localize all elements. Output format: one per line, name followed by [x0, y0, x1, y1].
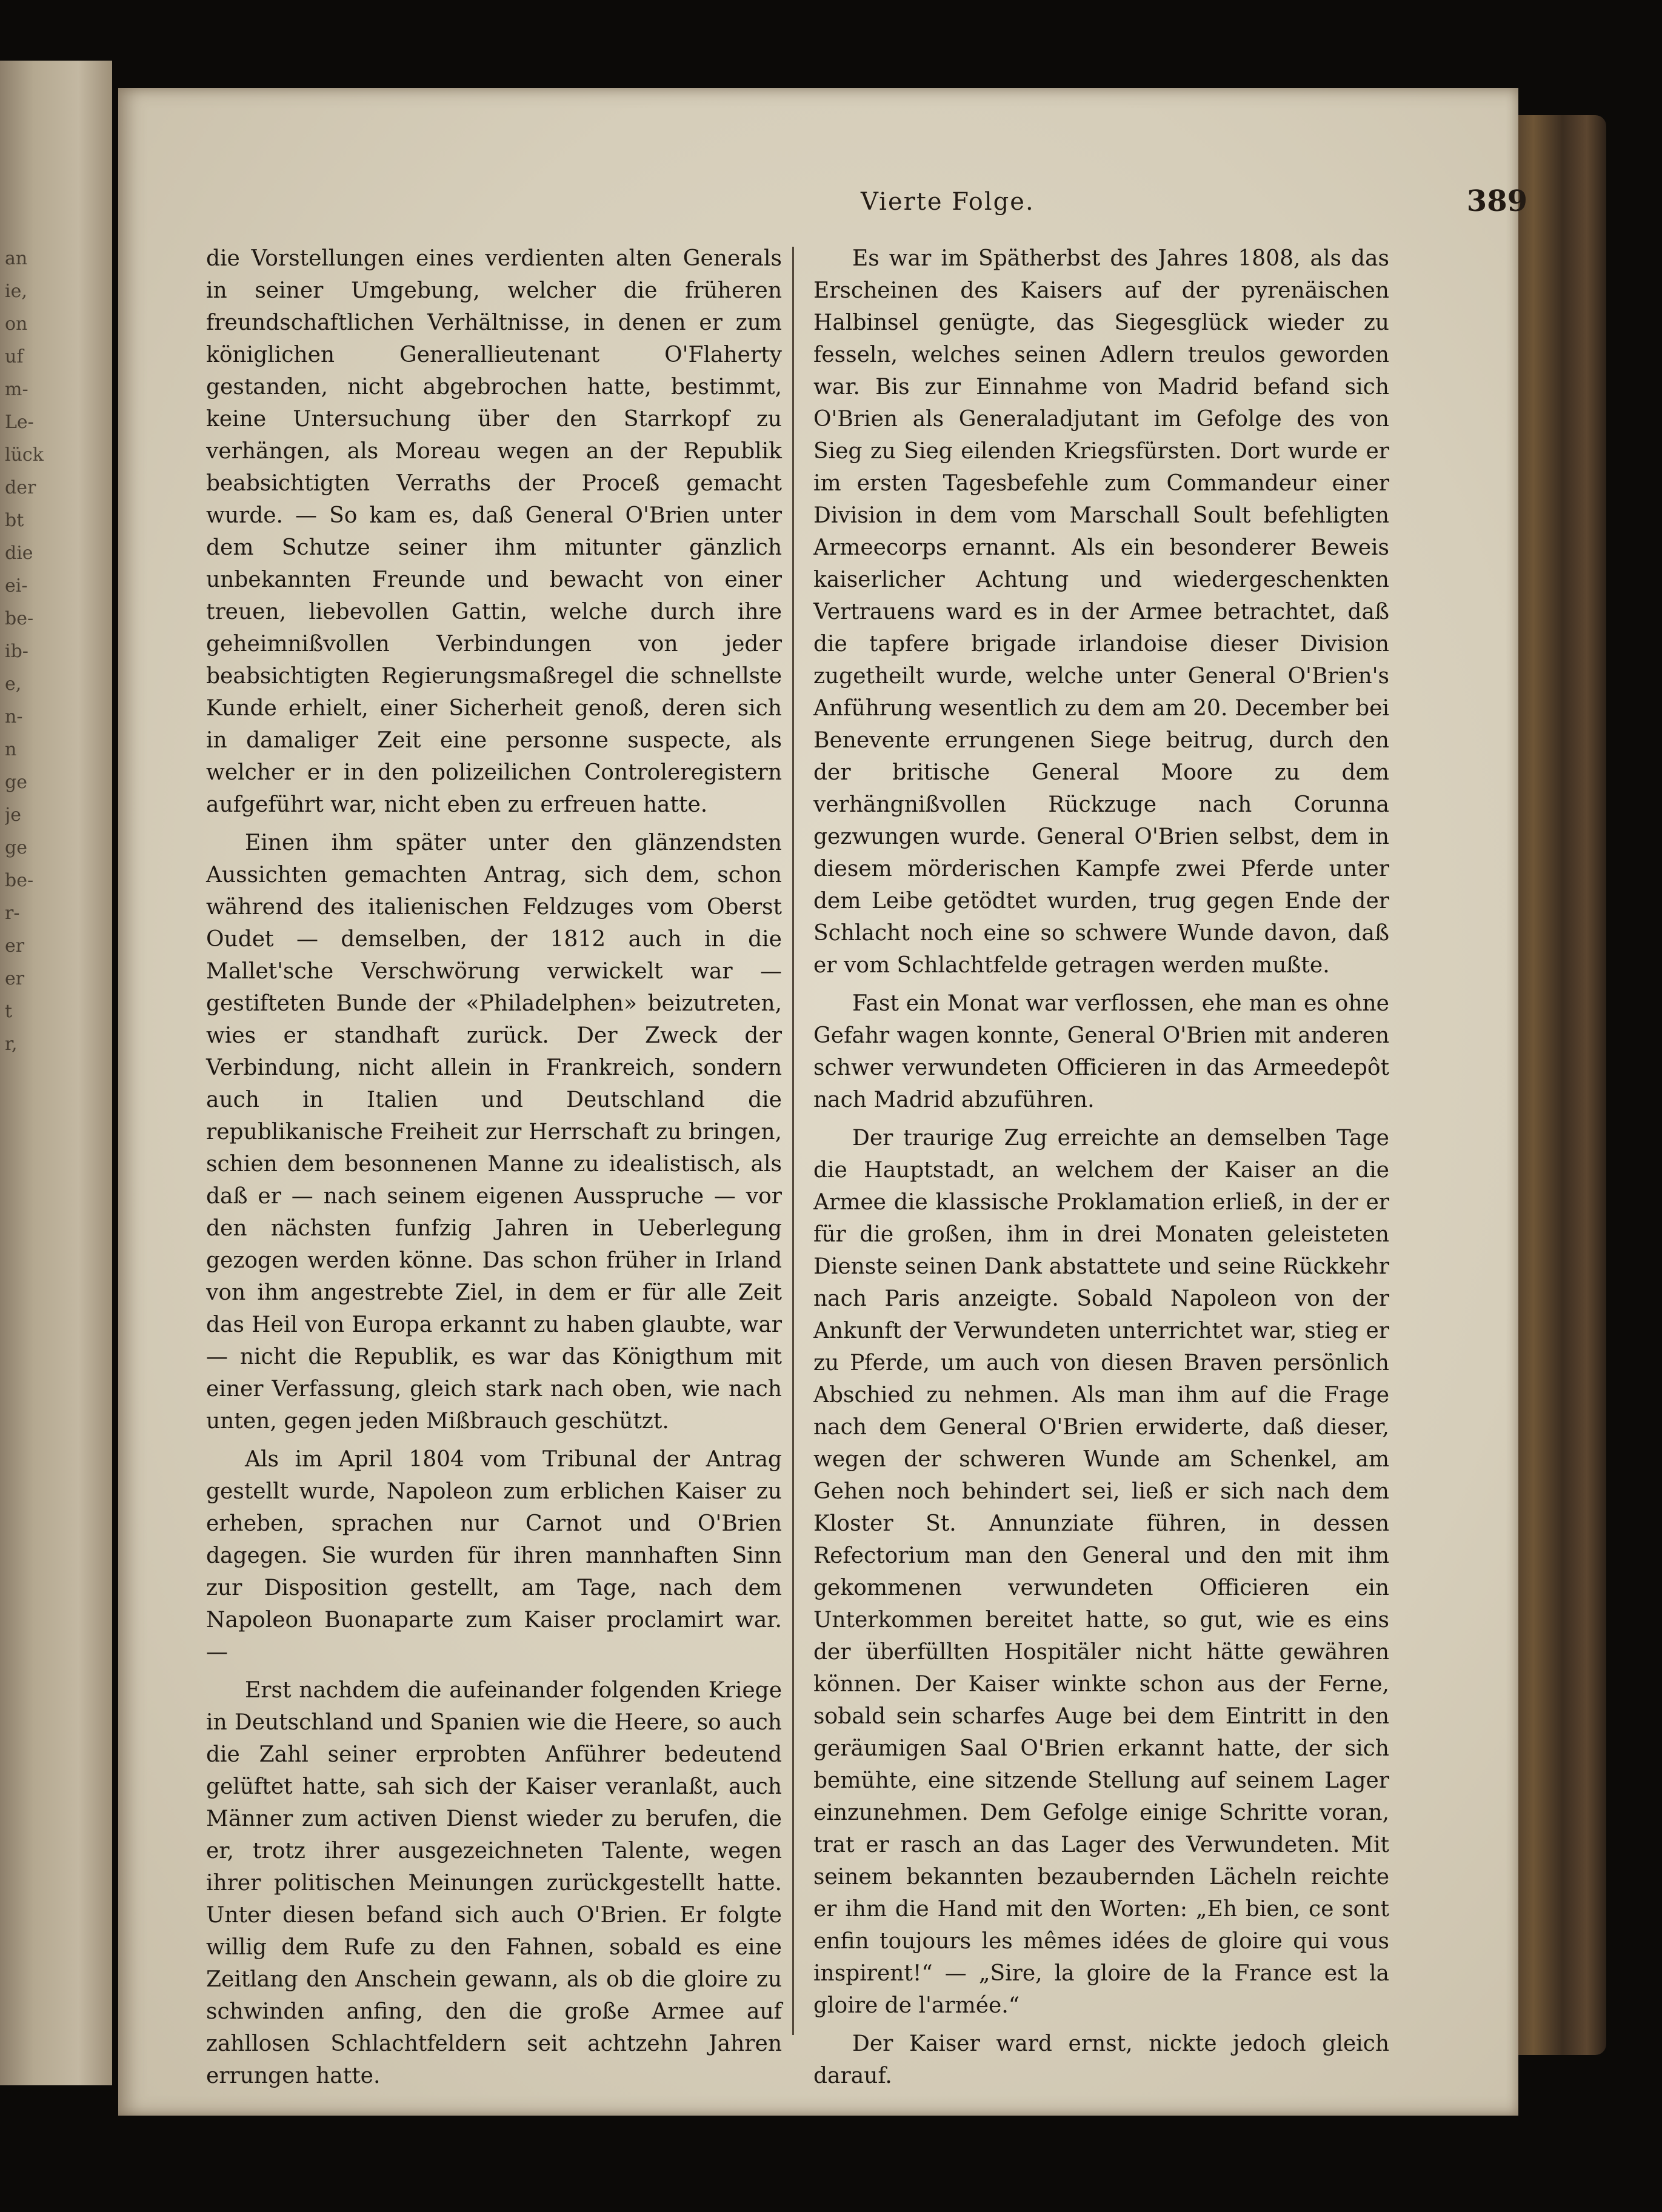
- book-binding-edge: [1509, 115, 1606, 2055]
- previous-page-fragment: je: [5, 804, 22, 826]
- paragraph: Als im April 1804 vom Tribunal der Antrag gestellt wurde, Napoleon zum erblichen Kaiser zu erheben, sprachen nur Carnot und O'Brien dagegen. Sie wurden für ihren mannhaften Sinn zur Disposition gestellt, am Tage, nach dem Napoleon Buonaparte zum Kaiser proclamirt war. —: [206, 1447, 782, 1665]
- previous-page-fragment: ie,: [5, 281, 27, 302]
- previous-page-fragment: r-: [5, 903, 20, 924]
- paragraph: Erst nachdem die aufeinander folgenden Kriege in Deutschland und Spanien wie die Heere, so auch die Zahl seiner erprobten Anführer bedeutend gelüftet hatte, sah sich der Kaiser veranlaßt, auch Männer zum activen Dienst wieder zu berufen, die er, trotz ihrer ausgezeichneten Talente, wegen ihrer politischen Meinungen zurückgestellt hatte. Unter diesen befand sich auch O'Brien. Er folgte willig dem Rufe zu den Fahnen, sobald es eine Zeitlang den Anschein gewann, als ob die gloire zu schwinden anfing, den die große Armee auf zahllosen Schlachtfeldern seit achtzehn Jahren errungen hatte.: [206, 1678, 782, 2088]
- previous-page-fragment: er: [5, 968, 25, 989]
- book-page: [118, 88, 1527, 2116]
- previous-page-fragment: ib-: [5, 641, 28, 662]
- left-column: [206, 242, 782, 2098]
- previous-page-fragment: n-: [5, 706, 23, 727]
- previous-page-fragment: e,: [5, 673, 22, 695]
- previous-page-fragment: be-: [5, 608, 34, 629]
- previous-page-fragment: die: [5, 543, 33, 564]
- paragraph: Es war im Spätherbst des Jahres 1808, als das Erscheinen des Kaisers auf der pyrenäischen Halbinsel genügte, das Siegesglück wieder zu fesseln, welches seinen Adlern treulos geworden war. Bis zur Einnahme von Madrid befand sich O'Brien als Generaladjutant im Gefolge des von Sieg zu Sieg eilenden Kriegsfürsten. Dort wurde er im ersten Tagesbefehle zum Commandeur einer Division in dem vom Marschall Soult befehligten Armeecorps ernannt. Als ein besonderer Beweis kaiserlicher Achtung und wiedergeschenkten Vertrauens ward es in der Armee betrachtet, daß die tapfere brigade irlandoise dieser Division zugetheilt wurde, welche unter General O'Brien's Anführung wesentlich zu dem am 20. December bei Benevente errungenen Siege beitrug, durch den der britische General Moore zu dem verhängnißvollen Rückzuge nach Corunna gezwungen wurde. General O'Brien selbst, dem in diesem mörderischen Kampfe zwei Pferde unter dem Leibe getödtet wurden, trug gegen Ende der Schlacht noch eine so schwere Wunde davon, daß er vom Schlachtfelde getragen werden mußte.: [813, 246, 1389, 978]
- paragraph: die Vorstellungen eines verdienten alten Generals in seiner Umgebung, welcher die früheren freundschaftlichen Verhältnisse, in denen er zum königlichen Generallieutenant O'Flaherty gestanden, nicht abgebrochen hatte, bestimmt, keine Untersuchung über den Starrkopf zu verhängen, als Moreau wegen an der Republik beabsichtigten Verraths der Proceß gemacht wurde. — So kam es, daß General O'Brien unter dem Schutze seiner ihm mitunter gänzlich unbekannten Freunde und bewacht von einer treuen, liebevollen Gattin, welche durch ihre geheimnißvollen Verbindungen von jeder beabsichtigten Regierungsmaßregel die schnellste Kunde erhielt, einer Sicherheit genoß, deren sich in damaliger Zeit eine personne suspecte, als welcher er in den polizeilichen Controleregistern aufgeführt war, nicht eben zu erfreuen hatte.: [206, 246, 782, 817]
- previous-page-fragment: ei-: [5, 575, 28, 596]
- right-column: [813, 242, 1389, 2098]
- paragraph: Der Kaiser ward ernst, nickte jedoch gleich darauf.: [813, 2031, 1389, 2088]
- previous-page-fragment: t: [5, 1001, 13, 1022]
- previous-page-fragment: Le-: [5, 412, 34, 433]
- running-title: Vierte Folge.: [861, 188, 1035, 216]
- previous-page-fragment: er: [5, 935, 25, 957]
- previous-page-fragment: uf: [5, 346, 24, 367]
- previous-page-fragment: ge: [5, 772, 27, 793]
- previous-page-fragment: r,: [5, 1034, 18, 1055]
- paragraph: Der traurige Zug erreichte an demselben Tage die Hauptstadt, an welchem der Kaiser an die Armee die klassische Proklamation erließ, in der er für die großen, ihm in drei Monaten geleisteten Dienste seinen Dank abstattete und seine Rückkehr nach Paris anzeigte. Sobald Napoleon von der Ankunft der Verwundeten unterrichtet war, stieg er zu Pferde, um auch von diesen Braven persönlich Abschied zu nehmen. Als man ihm auf die Frage nach dem General O'Brien erwiderte, daß dieser, wegen der schweren Wunde am Schenkel, am Gehen noch behindert sei, ließ er sich nach dem Kloster St. Annunziate führen, in dessen Refectorium man den General und den mit ihm gekommenen verwundeten Officieren ein Unterkommen bereitet hatte, so gut, wie es eins der überfüllten Hospitäler nicht hätte gewähren können. Der Kaiser winkte schon aus der Ferne, sobald sein scharfes Auge bei dem Eintritt in den geräumigen Saal O'Brien erkannt hatte, der sich bemühte, eine sitzende Stellung auf seinem Lager einzunehmen. Dem Gefolge einige Schritte voran, trat er rasch an das Lager des Verwundeten. Mit seinem bekannten bezaubernden Lächeln reichte er ihm die Hand mit den Worten: „Eh bien, ce sont enfin toujours les mêmes idées de gloire qui vous inspirent!“ — „Sire, la gloire de la France est la gloire de l'armée.“: [813, 1126, 1389, 2018]
- page-number: 389: [1466, 184, 1527, 218]
- previous-page-text-fragments: [5, 242, 59, 1061]
- paragraph: Einen ihm später unter den glänzendsten Aussichten gemachten Antrag, sich dem, schon während des italienischen Feldzuges vom Oberst Oudet — demselben, der 1812 auch in die Mallet'sche Verschwörung verwickelt war — gestifteten Bunde der «Philadelphen» beizutreten, wies er standhaft zurück. Der Zweck der Verbindung, nicht allein in Frankreich, sondern auch in Italien und Deutschland die republikanische Freiheit zur Herrschaft zu bringen, schien dem besonnenen Manne zu idealistisch, als daß er — nach seinem eigenen Ausspruche — vor den nächsten funfzig Jahren in Ueberlegung gezogen werden könne. Das schon früher in Irland von ihm angestrebte Ziel, in dem er für alle Zeit das Heil von Europa erkannt zu haben glaubte, war — nicht die Republik, es war das Königthum mit einer Verfassung, gleich stark nach oben, wie nach unten, gegen jeden Mißbrauch geschützt.: [206, 830, 782, 1434]
- column-divider: [792, 247, 794, 2035]
- previous-page-fragment: an: [5, 248, 28, 269]
- previous-page-fragment: n: [5, 739, 17, 760]
- previous-page-fragment: be-: [5, 870, 34, 891]
- previous-page-fragment: der: [5, 477, 36, 498]
- previous-page-fragment: lück: [5, 444, 44, 466]
- previous-page-fragment: on: [5, 313, 28, 335]
- paragraph: Fast ein Monat war verflossen, ehe man es ohne Gefahr wagen konnte, General O'Brien mit anderen schwer verwundeten Officieren in das Armeedepôt nach Madrid abzuführen.: [813, 991, 1389, 1112]
- previous-page-fragment: ge: [5, 837, 27, 858]
- previous-page-fragment: bt: [5, 510, 24, 531]
- running-head: [739, 182, 1527, 230]
- previous-page-edge: [0, 61, 112, 2085]
- previous-page-fragment: m-: [5, 379, 28, 400]
